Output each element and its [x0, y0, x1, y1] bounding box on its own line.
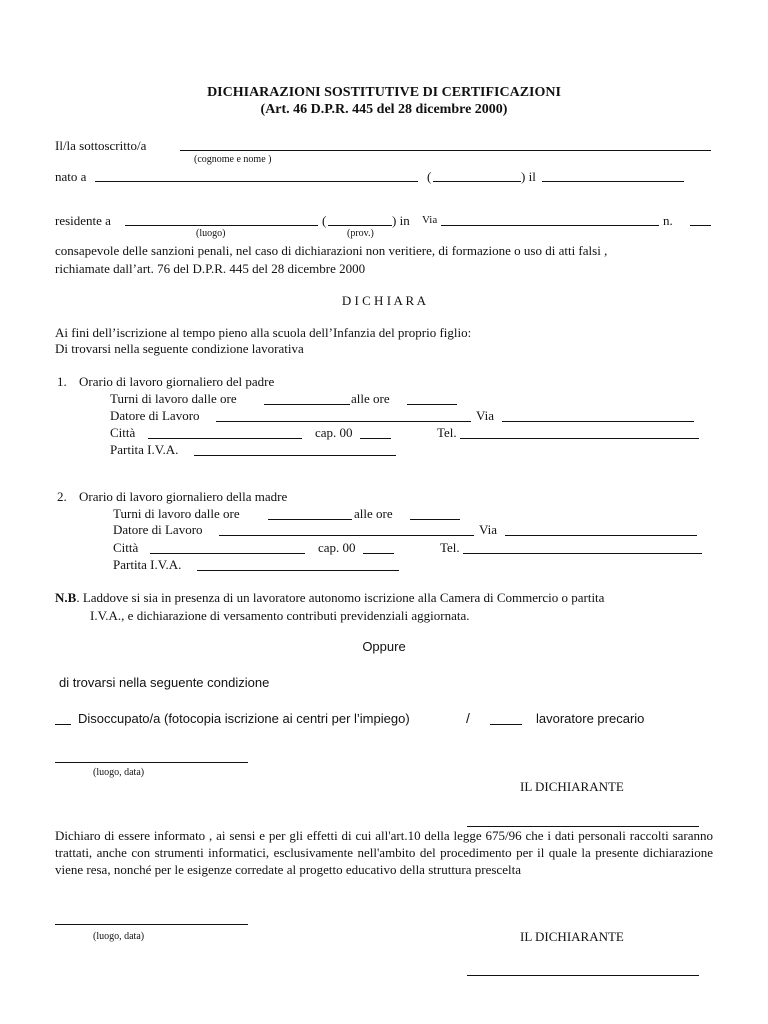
- dichiara-line-2: Di trovarsi nella seguente condizione lavorativa: [55, 341, 304, 356]
- padre-piva-label: Partita I.V.A.: [110, 442, 179, 457]
- in-label: ) in: [392, 213, 410, 228]
- nb-line-1: [55, 591, 604, 604]
- madre-piva-label: Partita I.V.A.: [113, 557, 182, 572]
- nb-text-1: . Laddove si sia in presenza di un lavoratore autonomo iscrizione alla Camera di Commercio o partita: [76, 590, 605, 605]
- il-label: ) il: [521, 169, 536, 184]
- padre-via-label: Via: [476, 408, 494, 423]
- dichiarante-label-2: IL DICHIARANTE: [520, 929, 624, 944]
- luogo-nascita-field[interactable]: [95, 181, 418, 182]
- dichiara-heading: D I C H I A R A: [341, 293, 427, 308]
- dichiarante-label-1: IL DICHIARANTE: [520, 779, 624, 794]
- padre-citta-label: Città: [110, 425, 136, 440]
- nato-label: nato a: [55, 169, 87, 184]
- madre-turni-label: Turni di lavoro dalle ore: [113, 506, 240, 521]
- nb-text-2: I.V.A., e dichiarazione di versamento contributi previdenziali aggiornata.: [90, 608, 470, 623]
- privacy-statement: Dichiaro di essere informato , ai sensi e per gli effetti di cui all'art.10 della legge 675/96 che i dati personali raccolti saranno trattati, anche con strumenti informatici, esclusivamente nell'ambito del procedimento per il quale la presente dichiarazione viene resa, nonché per le esigenze corredate al progetto educativo della struttura prescelta: [55, 828, 713, 877]
- madre-alle-label: alle ore: [354, 506, 393, 521]
- madre-datore-field[interactable]: [219, 535, 474, 536]
- madre-number: 2.: [57, 489, 67, 504]
- madre-alle-field[interactable]: [410, 519, 460, 520]
- data-nascita-field[interactable]: [542, 181, 684, 182]
- document-subtitle: (Art. 46 D.P.R. 445 del 28 dicembre 2000): [260, 102, 508, 117]
- luogo-data-field-1[interactable]: [55, 762, 248, 763]
- luogo-data-hint-1: (luogo, data): [93, 767, 145, 778]
- padre-turni-label: Turni di lavoro dalle ore: [110, 391, 237, 406]
- sottoscritto-label: Il/la sottoscritto/a: [55, 138, 147, 153]
- madre-piva-field[interactable]: [197, 570, 399, 571]
- padre-via-field[interactable]: [502, 421, 694, 422]
- prov-nascita-field[interactable]: [433, 181, 521, 182]
- luogo-data-hint-2: (luogo, data): [93, 931, 145, 942]
- padre-citta-field[interactable]: [148, 438, 302, 439]
- madre-title: Orario di lavoro giornaliero della madre: [79, 489, 288, 504]
- precario-label: lavoratore precario: [536, 711, 645, 726]
- madre-via-field[interactable]: [505, 535, 697, 536]
- precario-checkbox[interactable]: [490, 724, 522, 725]
- padre-tel-field[interactable]: [460, 438, 699, 439]
- padre-datore-label: Datore di Lavoro: [110, 408, 200, 423]
- nome-cognome-field[interactable]: [180, 150, 711, 151]
- padre-cap-field[interactable]: [360, 438, 391, 439]
- disoccupato-label: Disoccupato/a (fotocopia iscrizione ai centri per l’impiego): [78, 711, 410, 726]
- consapevole-line-2: richiamate dall’art. 76 del D.P.R. 445 del 28 dicembre 2000: [55, 261, 366, 276]
- cognome-nome-hint: (cognome e nome ): [194, 154, 272, 165]
- padre-piva-field[interactable]: [194, 455, 396, 456]
- open-paren: (: [427, 169, 432, 184]
- luogo-data-field-2[interactable]: [55, 924, 248, 925]
- residente-label: residente a: [55, 213, 111, 228]
- luogo-hint: (luogo): [196, 228, 226, 239]
- condizione-label: di trovarsi nella seguente condizione: [59, 675, 270, 690]
- oppure-label: Oppure: [362, 639, 406, 654]
- dichiara-line-1: Ai fini dell’iscrizione al tempo pieno alla scuola dell’Infanzia del proprio figlio:: [55, 325, 472, 340]
- via-label: Via: [422, 214, 438, 226]
- padre-alle-field[interactable]: [407, 404, 457, 405]
- madre-datore-label: Datore di Lavoro: [113, 522, 203, 537]
- prov-residenza-field[interactable]: [328, 225, 392, 226]
- nb-label: N.B: [55, 590, 77, 605]
- via-residenza-field[interactable]: [441, 225, 659, 226]
- padre-alle-label: alle ore: [351, 391, 390, 406]
- consapevole-line-1: consapevole delle sanzioni penali, nel caso di dichiarazioni non veritiere, di formazione o uso di atti falsi ,: [55, 243, 608, 258]
- prov-hint: (prov.): [347, 228, 374, 239]
- document-title: DICHIARAZIONI SOSTITUTIVE DI CERTIFICAZIONI: [207, 85, 561, 100]
- padre-number: 1.: [57, 374, 67, 389]
- madre-via-label: Via: [479, 522, 497, 537]
- civico-field[interactable]: [690, 225, 711, 226]
- padre-title: Orario di lavoro giornaliero del padre: [79, 374, 275, 389]
- n-label: n.: [663, 213, 673, 228]
- madre-cap-field[interactable]: [363, 553, 394, 554]
- madre-dalle-field[interactable]: [268, 519, 352, 520]
- disoccupato-checkbox[interactable]: [55, 724, 71, 725]
- madre-citta-label: Città: [113, 540, 139, 555]
- luogo-residenza-field[interactable]: [125, 225, 318, 226]
- padre-cap-label: cap. 00: [315, 425, 353, 440]
- madre-tel-field[interactable]: [463, 553, 702, 554]
- madre-citta-field[interactable]: [150, 553, 305, 554]
- padre-tel-label: Tel.: [437, 425, 457, 440]
- padre-datore-field[interactable]: [216, 421, 471, 422]
- firma-field-2[interactable]: [467, 975, 699, 976]
- option-separator: /: [466, 710, 470, 726]
- madre-tel-label: Tel.: [440, 540, 460, 555]
- madre-cap-label: cap. 00: [318, 540, 356, 555]
- padre-dalle-field[interactable]: [264, 404, 350, 405]
- open-paren-2: (: [322, 213, 327, 228]
